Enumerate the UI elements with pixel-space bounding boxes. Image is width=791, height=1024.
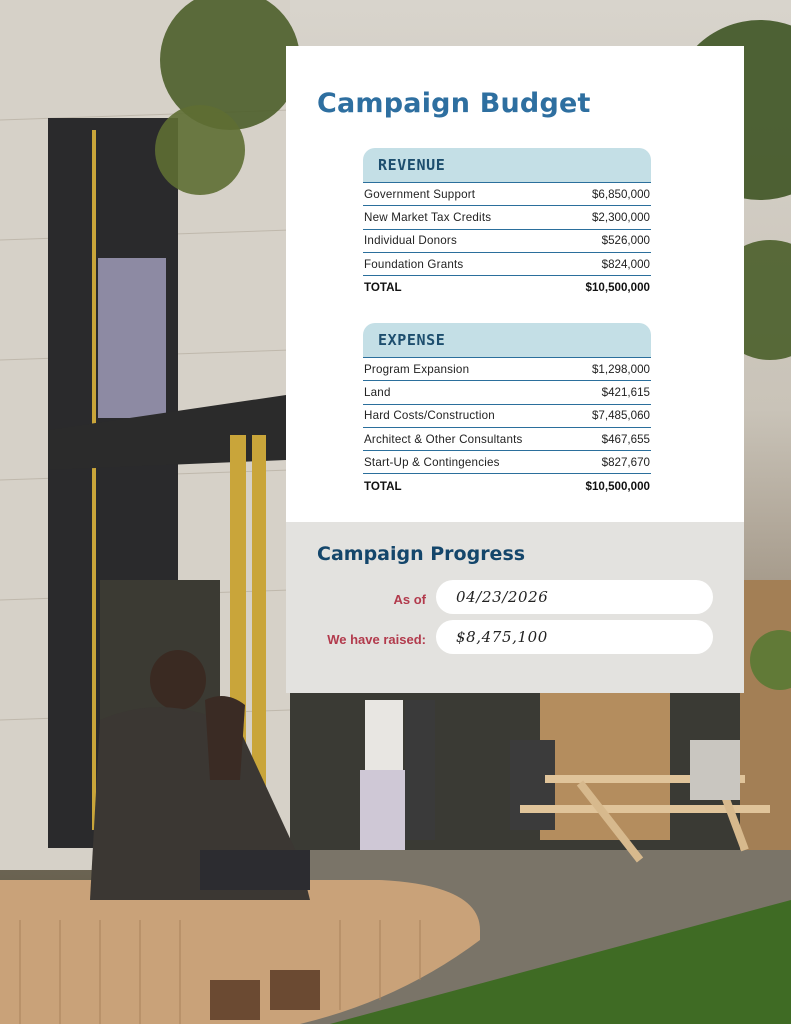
revenue-header-label: REVENUE bbox=[378, 156, 446, 174]
expense-header-label: EXPENSE bbox=[378, 331, 446, 349]
row-label: Hard Costs/Construction bbox=[364, 409, 495, 423]
row-value: $421,615 bbox=[601, 385, 650, 399]
row-value: $467,655 bbox=[601, 432, 650, 446]
row-label: New Market Tax Credits bbox=[364, 210, 492, 224]
total-label: TOTAL bbox=[364, 479, 402, 493]
table-row bbox=[363, 358, 651, 381]
row-value: $827,670 bbox=[601, 455, 650, 469]
revenue-header bbox=[363, 148, 651, 183]
table-row bbox=[363, 206, 651, 229]
table-row bbox=[363, 381, 651, 404]
row-label: Program Expansion bbox=[364, 362, 470, 376]
table-row bbox=[363, 253, 651, 276]
row-value: $526,000 bbox=[601, 234, 650, 248]
table-row bbox=[363, 405, 651, 428]
raised-amount-field bbox=[436, 620, 713, 654]
row-value: $6,850,000 bbox=[591, 187, 650, 201]
total-value: $10,500,000 bbox=[585, 281, 650, 295]
table-row bbox=[363, 183, 651, 206]
row-value: $824,000 bbox=[601, 257, 650, 271]
revenue-table bbox=[363, 148, 651, 299]
progress-title: Campaign Progress bbox=[317, 543, 526, 565]
raised-amount-value: $8,475,100 bbox=[456, 628, 548, 646]
table-row bbox=[363, 451, 651, 474]
total-label: TOTAL bbox=[364, 281, 402, 295]
as-of-date-value: 04/23/2026 bbox=[456, 588, 549, 606]
page-title: Campaign Budget bbox=[317, 88, 591, 119]
row-label: Individual Donors bbox=[364, 234, 457, 248]
revenue-total-row bbox=[363, 276, 651, 299]
table-row bbox=[363, 428, 651, 451]
as-of-date-field bbox=[436, 580, 713, 614]
row-label: Foundation Grants bbox=[364, 257, 464, 271]
raised-label: We have raised: bbox=[327, 632, 426, 647]
campaign-budget-card bbox=[286, 46, 744, 693]
expense-table bbox=[363, 323, 651, 498]
row-label: Land bbox=[364, 385, 391, 399]
total-value: $10,500,000 bbox=[585, 479, 650, 493]
table-row bbox=[363, 230, 651, 253]
row-value: $7,485,060 bbox=[591, 409, 650, 423]
row-value: $2,300,000 bbox=[591, 210, 650, 224]
row-label: Government Support bbox=[364, 187, 476, 201]
row-label: Start-Up & Contingencies bbox=[364, 455, 500, 469]
campaign-progress-section bbox=[286, 522, 744, 693]
expense-total-row bbox=[363, 474, 651, 497]
as-of-label: As of bbox=[393, 592, 426, 607]
expense-header bbox=[363, 323, 651, 358]
row-value: $1,298,000 bbox=[591, 362, 650, 376]
row-label: Architect & Other Consultants bbox=[364, 432, 523, 446]
